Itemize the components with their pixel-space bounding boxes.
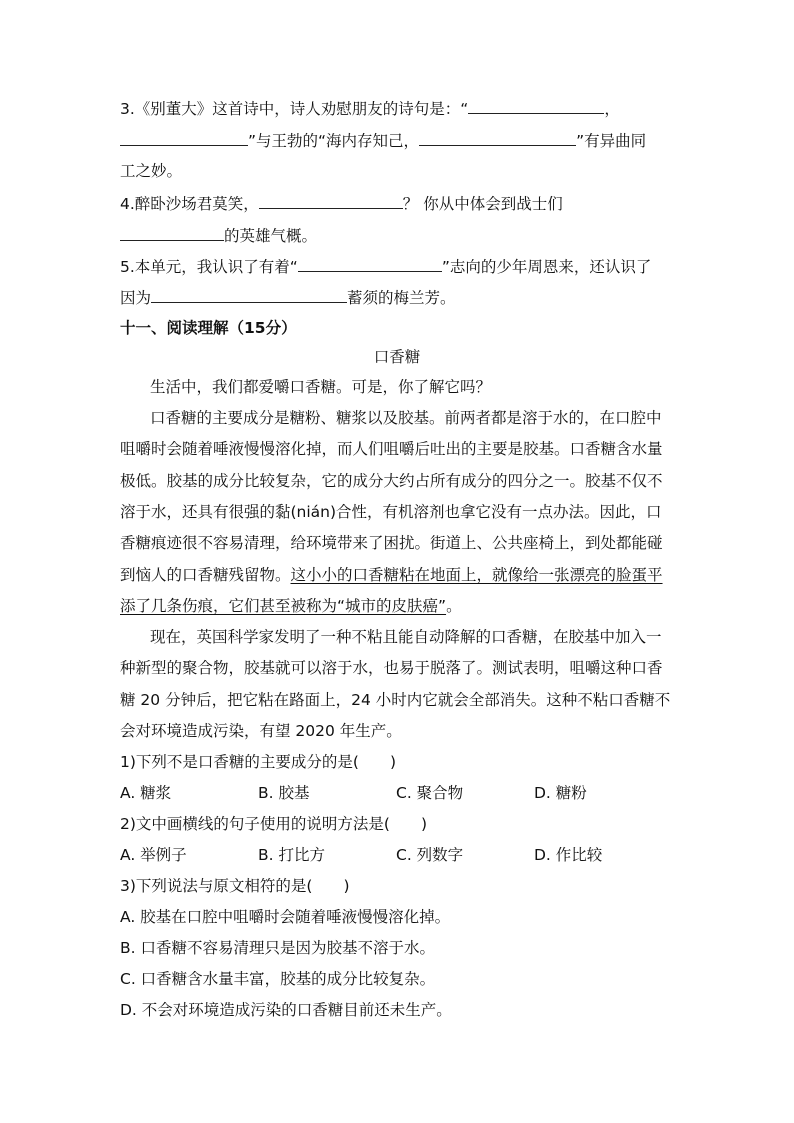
option-b[interactable]: B. 口香糖不容易清理只是因为胶基不溶于水。 <box>120 939 435 957</box>
underlined-sentence: 这小小的口香糖粘在地面上，就像给一张漂亮的脸蛋平 <box>290 566 663 584</box>
passage-p2-line: 溶于水，还具有很强的黏(nián)合性，有机溶剂也拿它没有一点办法。因此，口 <box>120 503 662 521</box>
q5-text-a: 5.本单元，我认识了有着“ <box>120 258 298 276</box>
passage-p3-line: 现在，英国科学家发明了一种不粘且能自动降解的口香糖，在胶基中加入一 <box>150 628 662 646</box>
fill-question-3-line-3: 工之妙。 <box>120 162 183 180</box>
passage-text: 。 <box>446 597 462 615</box>
option-a[interactable]: A. 糖浆 <box>120 784 172 802</box>
passage-p2-line: 极低。胶基的成分比较复杂，它的成分大约占所有成分的四分之一。胶基不仅不 <box>120 472 663 490</box>
answer-blank[interactable] <box>259 192 403 209</box>
fill-question-4-line-2 <box>120 224 317 246</box>
option-b[interactable]: B. 胶基 <box>258 784 310 802</box>
option-a[interactable]: A. 胶基在口腔中咀嚼时会随着唾液慢慢溶化掉。 <box>120 908 451 926</box>
answer-blank[interactable] <box>151 286 347 303</box>
answer-blank[interactable] <box>120 224 224 241</box>
fill-question-5-line-2 <box>120 286 456 308</box>
question-1: 1)下列不是口香糖的主要成分的是( ) <box>120 753 397 771</box>
passage-text: 到恼人的口香糖残留物。 <box>120 566 291 584</box>
q3-text-b: ， <box>604 100 620 118</box>
passage-p2-line <box>120 565 663 585</box>
passage-paragraph-1: 生活中，我们都爱嚼口香糖。可是，你了解它吗？ <box>150 378 492 396</box>
question-2: 2)文中画横线的句子使用的说明方法是( ) <box>120 815 428 833</box>
answer-blank[interactable] <box>419 129 576 146</box>
fill-question-3-line-2 <box>120 129 646 151</box>
answer-blank[interactable] <box>468 97 604 114</box>
option-d[interactable]: D. 糖粉 <box>534 784 587 802</box>
underlined-sentence: 添了几条伤痕，它们甚至被称为“城市的皮肤癌” <box>120 597 447 615</box>
option-d[interactable]: D. 不会对环境造成污染的口香糖目前还未生产。 <box>120 1001 452 1019</box>
q4-text-c: 的英雄气概。 <box>224 227 318 245</box>
answer-blank[interactable] <box>120 129 248 146</box>
passage-p3-line: 糖 20 分钟后，把它粘在路面上，24 小时内它就会全部消失。这种不粘口香糖不 <box>120 691 671 709</box>
passage-p3-line: 种新型的聚合物，胶基就可以溶于水，也易于脱落了。测试表明，咀嚼这种口香 <box>120 659 663 677</box>
q4-text-a: 4.醉卧沙场君莫笑， <box>120 195 259 213</box>
fill-question-4-line-1 <box>120 192 563 214</box>
passage-title: 口香糖 <box>373 348 421 366</box>
passage-p2-line <box>120 596 462 616</box>
option-c[interactable]: C. 列数字 <box>396 846 464 864</box>
fill-question-3-line-1 <box>120 97 620 119</box>
answer-blank[interactable] <box>298 255 442 272</box>
option-c[interactable]: C. 口香糖含水量丰富，胶基的成分比较复杂。 <box>120 970 436 988</box>
q3-text-d: ”有异曲同 <box>576 132 647 150</box>
q3-text-c: ”与王勃的“海内存知己， <box>248 132 420 150</box>
passage-p2-line: 香糖痕迹很不容易清理，给环境带来了困扰。街道上、公共座椅上，到处都能碰 <box>120 534 663 552</box>
option-c[interactable]: C. 聚合物 <box>396 784 464 802</box>
passage-p2-line: 口香糖的主要成分是糖粉、糖浆以及胶基。前两者都是溶于水的，在口腔中 <box>150 409 662 427</box>
passage-p3-line: 会对环境造成污染，有望 2020 年生产。 <box>120 722 402 740</box>
section-heading: 十一、阅读理解（15分） <box>120 319 297 337</box>
fill-question-5-line-1 <box>120 255 651 277</box>
option-b[interactable]: B. 打比方 <box>258 846 325 864</box>
q4-text-b: ？ 你从中体会到战士们 <box>402 195 563 213</box>
option-d[interactable]: D. 作比较 <box>534 846 603 864</box>
q5-text-b: ”志向的少年周恩来，还认识了 <box>441 258 652 276</box>
question-3: 3)下列说法与原文相符的是( ) <box>120 877 350 895</box>
q5-text-c: 因为 <box>120 289 152 307</box>
passage-p2-line: 咀嚼时会随着唾液慢慢溶化掉，而人们咀嚼后吐出的主要是胶基。口香糖含水量 <box>120 440 663 458</box>
q3-text-a: 3.《别董大》这首诗中，诗人劝慰朋友的诗句是：“ <box>120 100 469 118</box>
q5-text-d: 蓄须的梅兰芳。 <box>347 289 456 307</box>
option-a[interactable]: A. 举例子 <box>120 846 187 864</box>
